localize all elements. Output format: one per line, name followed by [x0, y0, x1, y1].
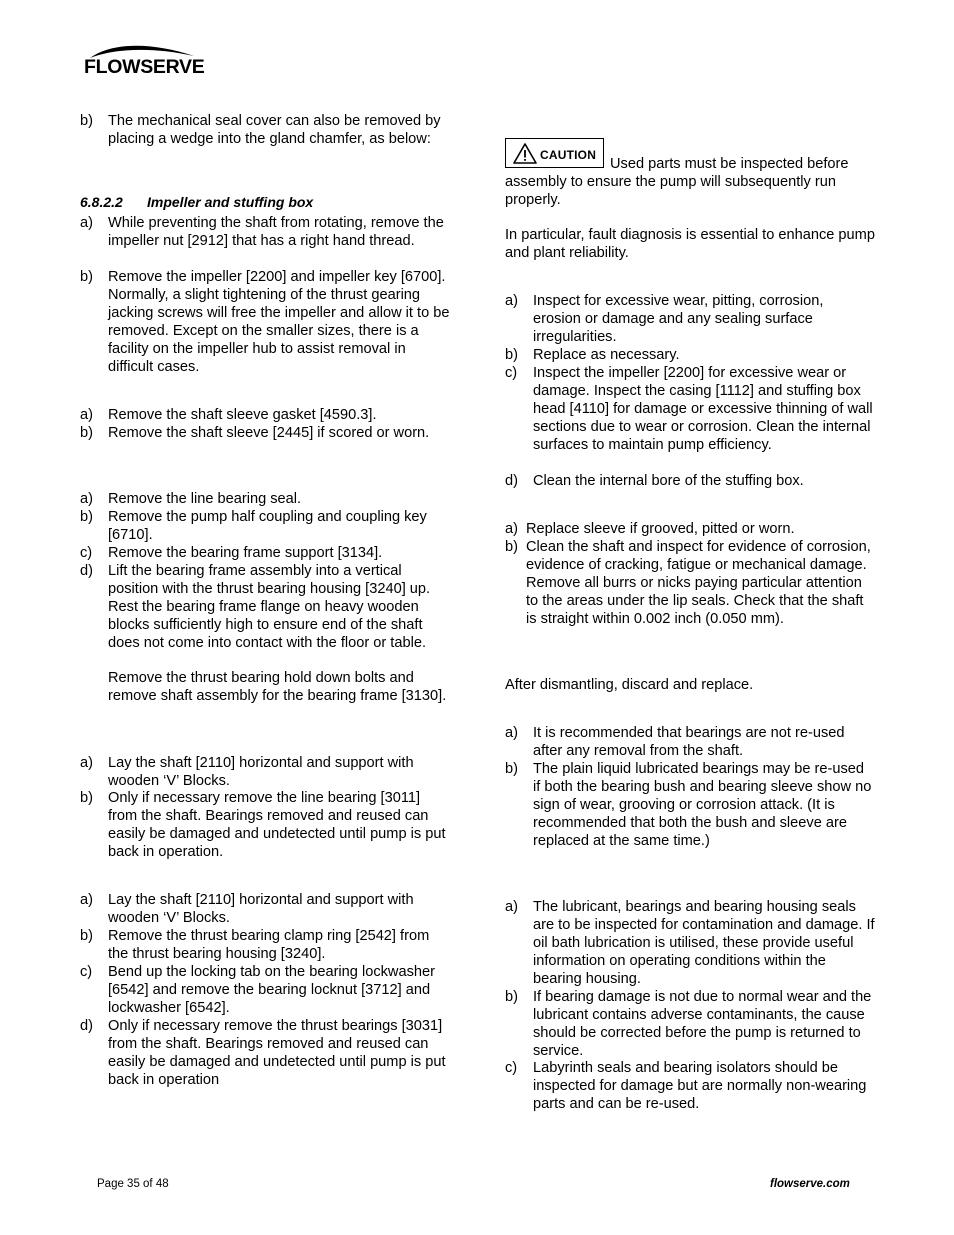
- list-marker: a): [80, 491, 93, 507]
- list-marker: a): [80, 892, 93, 908]
- list-text: Lift the bearing frame assembly into a vertical position with the thrust bearing housing [3240] up. Rest the bearing frame flange on heavy wooden blocks sufficiently high to ensure end of the shaft does not come into contact with the floor or table.: [108, 563, 431, 651]
- right-paragraph: In particular, fault diagnosis is essential to enhance pump and plant reliability.: [505, 227, 875, 261]
- left-list-item: [80, 891, 452, 927]
- list-text: Remove the shaft sleeve gasket [4590.3].: [108, 407, 377, 423]
- left-list-item: [80, 406, 452, 424]
- left-list-item: [80, 562, 452, 652]
- list-text: Remove the bearing frame support [3134].: [108, 545, 383, 561]
- left-list-item: [80, 424, 452, 442]
- list-text: Clean the shaft and inspect for evidence of corrosion, evidence of cracking, fatigue or mechanical damage. Remove all burrs or nicks paying particular attention to the areas under the lip seals. Check that the shaft is straight within 0.002 inch (0.050 mm).: [526, 539, 871, 627]
- list-marker: d): [505, 473, 518, 489]
- right-list-item: [505, 724, 875, 760]
- section-title: Impeller and stuffing box: [147, 194, 314, 210]
- list-text: Remove the line bearing seal.: [108, 491, 302, 507]
- list-marker: a): [80, 215, 93, 231]
- right-list-item: [505, 346, 875, 364]
- right-column: [505, 0, 875, 1235]
- left-column: [80, 0, 452, 1235]
- right-list-item: [505, 1059, 875, 1113]
- list-text: If bearing damage is not due to normal wear and the lubricant contains adverse contaminants, the cause should be corrected before the pump is returned to service.: [533, 989, 872, 1059]
- list-text: Remove the thrust bearing clamp ring [2542] from the thrust bearing housing [3240].: [108, 928, 430, 962]
- section-heading-6-8-2-2: [80, 193, 313, 211]
- list-text: Remove the shaft sleeve [2445] if scored or worn.: [108, 425, 430, 441]
- list-text: Inspect for excessive wear, pitting, corrosion, erosion or damage and any sealing surface irregularities.: [533, 293, 824, 345]
- list-text: Lay the shaft [2110] horizontal and support with wooden ‘V’ Blocks.: [108, 892, 414, 926]
- list-marker: a): [505, 293, 518, 309]
- left-list-item: [80, 669, 452, 705]
- right-list-item: [505, 538, 875, 628]
- list-marker: a): [80, 755, 93, 771]
- list-marker: b): [80, 509, 93, 525]
- list-text: Remove the pump half coupling and coupling key [6710].: [108, 509, 427, 543]
- list-text: The plain liquid lubricated bearings may be re-used if both the bearing bush and bearing sleeve show no sign of wear, grooving or corrosion attack. (It is recommended that both the bush and sleeve are replaced at the same time.): [533, 761, 872, 849]
- right-paragraph: After dismantling, discard and replace.: [505, 677, 754, 693]
- list-marker: b): [80, 425, 93, 441]
- caution-text: Used parts must be inspected before assembly to ensure the pump will subsequently run properly.: [505, 156, 849, 208]
- left-list-item: [80, 490, 452, 508]
- list-marker: c): [80, 964, 93, 980]
- right-list-item: [505, 898, 875, 988]
- left-list-item: [80, 1017, 452, 1089]
- list-text: Only if necessary remove the thrust bearings [3031] from the shaft. Bearings removed and reused can easily be damaged and undetected until pump is put back in operation: [108, 1018, 446, 1088]
- left-list-item: [80, 214, 452, 250]
- left-list-item: [80, 268, 452, 376]
- list-text: Inspect the impeller [2200] for excessive wear or damage. Inspect the casing [1112] and stuffing box head [4110] for damage or excessive thinning of wall sections due to wear or corrosion. Clean the internal surfaces to maintain pump efficiency.: [533, 365, 873, 453]
- list-marker: d): [80, 563, 93, 579]
- list-marker: c): [505, 365, 518, 381]
- logo-wordmark: FLOWSERVE: [84, 56, 205, 78]
- list-marker: b): [80, 113, 93, 129]
- left-list-item: [80, 754, 452, 790]
- list-marker: b): [505, 989, 518, 1005]
- list-text: The mechanical seal cover can also be removed by placing a wedge into the gland chamfer, as below:: [108, 113, 441, 147]
- footer-page-number: Page 35 of 48: [97, 1178, 169, 1190]
- right-list-item: [505, 472, 875, 490]
- footer-website: flowserve.com: [770, 1178, 850, 1190]
- list-text: Remove the thrust bearing hold down bolts and remove shaft assembly for the bearing frame [3130].: [108, 670, 447, 704]
- list-text: The lubricant, bearings and bearing housing seals are to be inspected for contamination and damage. If oil bath lubrication is utilised, these provide useful information on operating conditions within the bearing housing.: [533, 899, 875, 987]
- list-marker: b): [80, 928, 93, 944]
- list-marker: b): [80, 790, 93, 806]
- right-list-item: [505, 364, 875, 454]
- list-text: While preventing the shaft from rotating, remove the impeller nut [2912] that has a right hand thread.: [108, 215, 444, 249]
- list-marker: d): [80, 1018, 93, 1034]
- right-list-item: [505, 292, 875, 346]
- list-text: Bend up the locking tab on the bearing lockwasher [6542] and remove the bearing locknut [3712] and lockwasher [6542].: [108, 964, 435, 1016]
- left-list-item: [80, 963, 452, 1017]
- left-list-item: [80, 112, 452, 148]
- right-list-item: [505, 988, 875, 1060]
- list-marker: b): [505, 761, 518, 777]
- list-marker: a): [505, 521, 518, 537]
- list-text: Replace sleeve if grooved, pitted or worn.: [526, 521, 795, 537]
- section-number: 6.8.2.2: [80, 194, 123, 210]
- list-text: It is recommended that bearings are not re-used after any removal from the shaft.: [533, 725, 845, 759]
- list-text: Labyrinth seals and bearing isolators should be inspected for damage but are normally non-wearing parts and can be re-used.: [533, 1060, 867, 1112]
- list-marker: b): [505, 347, 518, 363]
- list-marker: b): [505, 539, 518, 555]
- list-text: Remove the impeller [2200] and impeller key [6700]. Normally, a slight tightening of the thrust gearing jacking screws will free the impeller and allow it to be removed. Except on the smaller sizes, there is a facility on the impeller hub to assist removal in difficult cases.: [108, 269, 450, 375]
- list-text: Only if necessary remove the line bearing [3011] from the shaft. Bearings removed and reused can easily be damaged and undetected until pump is put back in operation.: [108, 790, 446, 860]
- left-list-item: [80, 544, 452, 562]
- list-marker: c): [505, 1060, 518, 1076]
- left-list-item: [80, 508, 452, 544]
- left-list-item: [80, 789, 452, 861]
- list-marker: a): [505, 725, 518, 741]
- caution-label: CAUTION: [540, 148, 597, 162]
- list-marker: a): [505, 899, 518, 915]
- list-marker: b): [80, 269, 93, 285]
- right-list-item: [505, 520, 875, 538]
- list-text: Replace as necessary.: [533, 347, 680, 363]
- list-marker: c): [80, 545, 93, 561]
- list-text: Lay the shaft [2110] horizontal and support with wooden ‘V’ Blocks.: [108, 755, 414, 789]
- list-text: Clean the internal bore of the stuffing box.: [533, 473, 804, 489]
- list-marker: a): [80, 407, 93, 423]
- left-list-item: [80, 927, 452, 963]
- right-list-item: [505, 760, 875, 850]
